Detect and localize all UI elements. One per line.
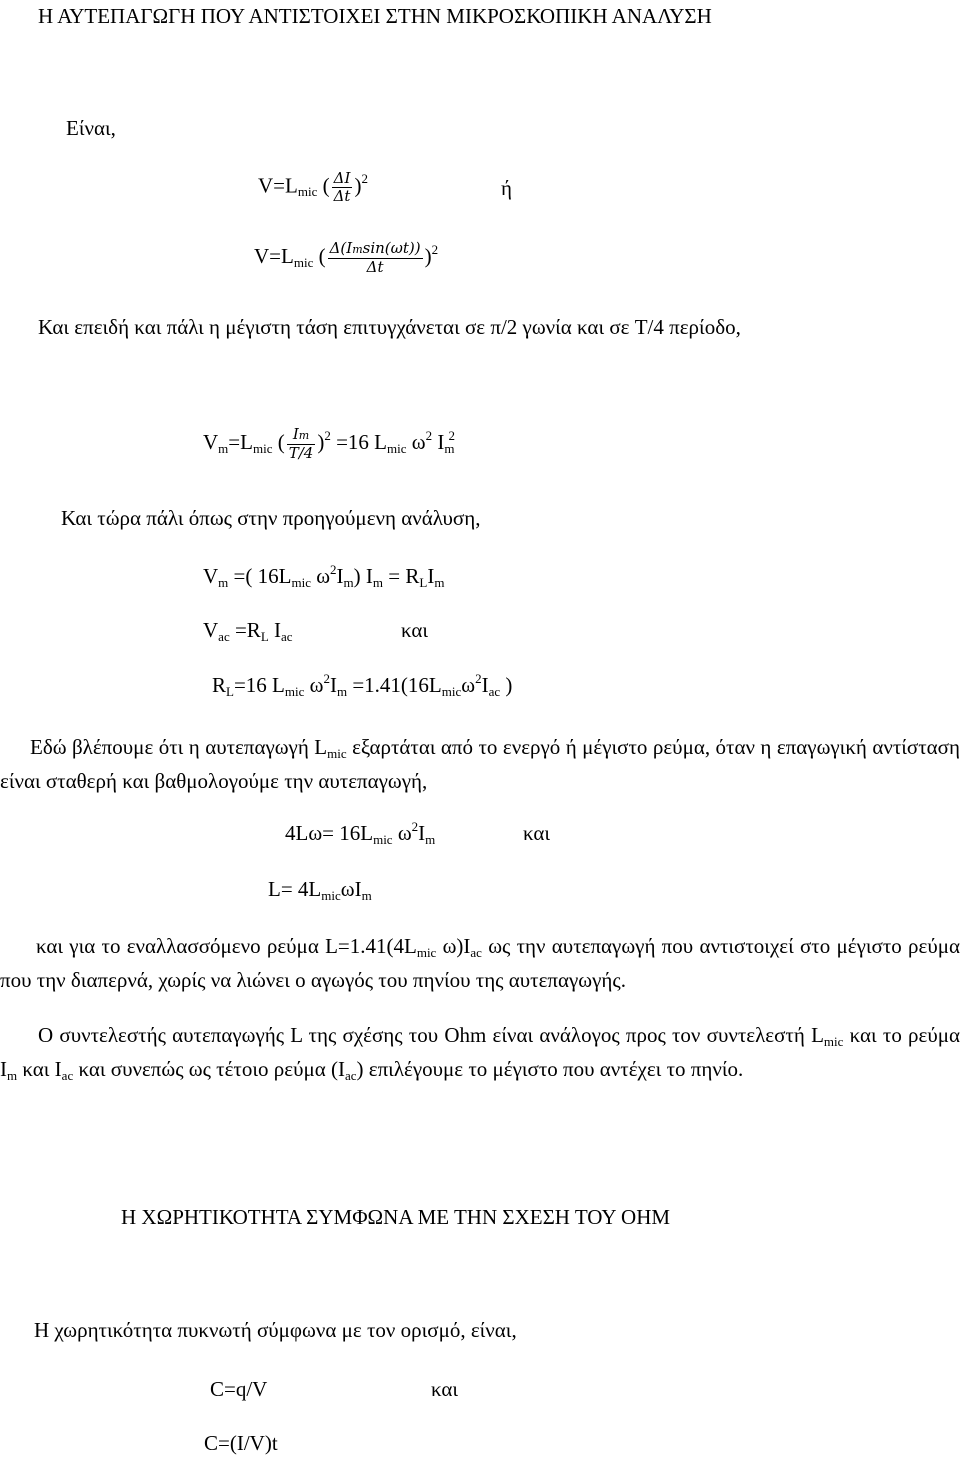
- equation-2: $V=L_{mic}$ ( $\frac{\Delta(Imsin(\omega t))}{\Delta t}$ )$^2$: [254, 239, 439, 276]
- equation-7: $4L\omega= 16L_{mic}$ $\omega^2I_m$: [285, 819, 436, 847]
- equation-4: $V_m$ =( $16L_{mic}$ $\omega^2I_m$) $I_m = R_LI_m$: [203, 562, 445, 590]
- equation-6: $R_L=16$ $L_{mic}$ $\omega^2I_m =1.41(16L_{mic}\omega^2I_{ac}$ ): [212, 671, 513, 699]
- or-word: ή: [501, 176, 512, 200]
- text-capacitance-definition: Η χωρητικότητα πυκνωτή σύμφωνα με τον ορισμό, είναι,: [34, 1318, 517, 1342]
- equation-3: $V_m=L_{mic}$ ( $\frac{Im}{T/4}$ )$^2$ =16 $L_{mic}$ $\omega^2$ $I_m^2$: [203, 425, 455, 462]
- equation-1: $V=L_{mic}$ ( $\frac{\Delta I}{\Delta t}$ )$^2$: [258, 169, 368, 205]
- paragraph-alternating-current: και για το εναλλασσόμενο ρεύμα $L=1.41(4L_{mic}$ $\omega)I_{ac}$ ως την αυτεπαγωγή που αντιστοιχεί στο μέγιστο ρεύμα που την διαπερνά, χωρίς να λιώνει ο αγωγός του πηνίου της αυτεπαγωγής.: [0, 934, 960, 992]
- intro-text: Είναι,: [66, 116, 116, 140]
- section-heading-self-inductance: Η ΑΥΤΕΠΑΓΩΓΗ ΠΟΥ ΑΝΤΙΣΤΟΙΧΕΙ ΣΤΗΝ ΜΙΚΡΟΣΚΟΠΙΚΗ ΑΝΑΛΥΣΗ: [38, 4, 712, 28]
- and-word-eq5: και: [401, 618, 429, 642]
- equation-8: $L= 4L_{mic}\omega I_m$: [268, 877, 372, 903]
- section-heading-capacitance: Η ΧΩΡΗΤΙΚΟΤΗΤΑ ΣΥΜΦΩΝΑ ΜΕ ΤΗΝ ΣΧΕΣΗ ΤΟΥ OHM: [121, 1205, 671, 1229]
- and-word-eq9: και: [431, 1377, 459, 1401]
- equation-10: C=(I/V)t: [204, 1431, 278, 1455]
- and-word-eq7: και: [523, 821, 551, 845]
- equation-9: C=q/V: [210, 1377, 268, 1401]
- paragraph-inductance-depends: Εδώ βλέπουμε ότι η αυτεπαγωγή $L_{mic}$ εξαρτάται από το ενεργό ή μέγιστο ρεύμα, όταν η επαγωγική αντίσταση είναι σταθερή και βαθμολογούμε την αυτεπαγωγή,: [0, 735, 960, 793]
- text-max-voltage: Και επειδή και πάλι η μέγιστη τάση επιτυγχάνεται σε π/2 γωνία και σε T/4 περίοδο,: [38, 315, 741, 339]
- text-previous-analysis: Και τώρα πάλι όπως στην προηγούμενη ανάλυση,: [61, 506, 481, 530]
- paragraph-ohm-coefficient: Ο συντελεστής αυτεπαγωγής L της σχέσης του Ohm είναι ανάλογος προς τον συντελεστή $L_{mic}$ και το ρεύμα $I_m$ και $I_{ac}$ και συνεπώς ως τέτοιο ρεύμα $(I_{ac})$ επιλέγουμε το μέγιστο που αντέχει το πηνίο.: [0, 1023, 960, 1083]
- equation-5: $V_{ac} =R_L$ $I_{ac}$: [203, 618, 293, 644]
